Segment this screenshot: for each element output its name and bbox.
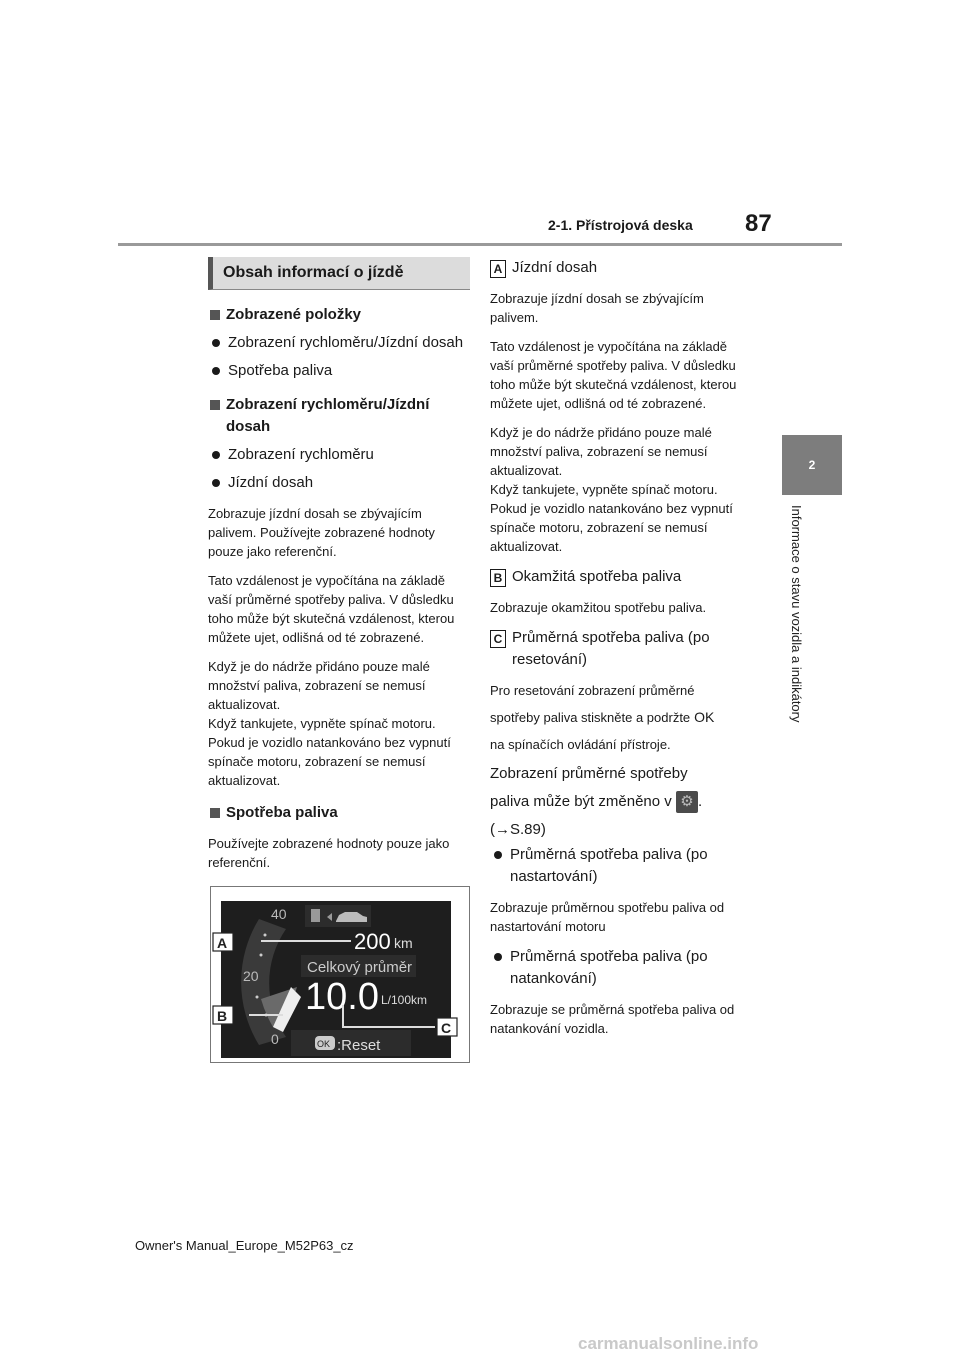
paragraph-refuel-small: Když je do nádrže přidáno pouze malé množství paliva, zobrazení se nemusí aktualizovat. xyxy=(208,659,430,712)
ok-badge-text: OK xyxy=(317,1039,331,1049)
item-b-paragraph: Zobrazuje okamžitou spotřebu paliva. xyxy=(490,600,707,615)
gauge-tick-label: 40 xyxy=(271,906,287,922)
left-column xyxy=(208,257,470,872)
paragraph-range-info: Zobrazuje jízdní dosah se zbývajícím palivem. Používejte zobrazené hodnoty pouze jako referenční. xyxy=(208,506,435,559)
mode-label: Celkový průměr xyxy=(307,959,413,976)
gauge-dot xyxy=(264,934,267,937)
paragraph-avg-since-start: Zobrazuje průměrnou spotřebu paliva od nastartování motoru xyxy=(490,900,725,934)
reset-label: :Reset xyxy=(337,1037,381,1054)
paragraph-refuel-switch: Když tankujete, vypněte spínač motoru. Pokud je vozidlo natankováno bez vypnutí spínače motoru, zobrazení se nemusí aktualizovat. xyxy=(208,716,451,788)
header-divider xyxy=(118,243,842,246)
gauge-tick-label: 0 xyxy=(271,1031,279,1047)
item-c-paragraph-3: na spínačích ovládání přístroje. xyxy=(490,737,671,752)
item-b-heading xyxy=(490,566,752,588)
bullet-fuel-consumption: Spotřeba paliva xyxy=(208,360,470,382)
bullet-avg-since-refuel: Průměrná spotřeba paliva (po natankování) xyxy=(490,946,752,990)
gauge-dot xyxy=(260,954,263,957)
label-box-a: A xyxy=(490,260,506,278)
item-c-period: . xyxy=(697,793,703,810)
settings-gear-icon: ⚙ xyxy=(676,791,698,813)
item-a-paragraph-2: Tato vzdálenost je vypočítána na základě vaší průměrné spotřeby paliva. V důsledku toho může být skutečná vzdálenost, kterou můžete ujet, odlišná od té zobrazené. xyxy=(490,339,737,411)
display-illustration xyxy=(211,887,469,1062)
range-unit: km xyxy=(394,935,413,951)
item-c-paragraph-5-text: paliva může být změněno v xyxy=(490,793,672,810)
item-c-paragraph-2-text: spotřeby paliva stiskněte a podržte xyxy=(490,710,691,725)
item-a-paragraph-1: Zobrazuje jízdní dosah se zbývajícím palivem. xyxy=(490,291,704,325)
bullet-speedometer-range: Zobrazení rychloměru/Jízdní dosah xyxy=(208,332,470,354)
fuel-pump-icon xyxy=(311,909,320,922)
item-c-paragraph-4: Zobrazení průměrné spotřeby xyxy=(490,765,688,782)
label-box-b: B xyxy=(490,569,506,587)
item-c-paragraph-2 xyxy=(490,708,752,727)
gauge-dot xyxy=(256,996,259,999)
consumption-unit: L/100km xyxy=(381,993,428,1007)
watermark: carmanualsonline.info xyxy=(578,1334,759,1353)
item-a-heading xyxy=(490,257,752,279)
gauge-tick-label: 20 xyxy=(243,968,259,984)
paragraph-range-calculation: Tato vzdálenost je vypočítána na základě vaší průměrné spotřeby paliva. V důsledku toho může být skutečná vzdálenost, kterou můžete ujet, odlišná od té zobrazené. xyxy=(208,573,455,645)
paragraph-fuel-reference: Používejte zobrazené hodnoty pouze jako referenční. xyxy=(208,836,450,870)
chapter-title-vertical: Informace o stavu vozidla a indikátory xyxy=(789,505,804,723)
bullet-speedometer: Zobrazení rychloměru xyxy=(208,444,470,466)
label-box-c: C xyxy=(490,630,506,648)
paragraph-avg-since-refuel: Zobrazuje se průměrná spotřeba paliva od natankování vozidla. xyxy=(490,1002,735,1036)
item-a-paragraph-4: Když tankujete, vypněte spínač motoru. Pokud je vozidlo natankováno bez vypnutí spínače motoru, zobrazení se nemusí aktualizovat. xyxy=(490,482,733,554)
item-c-paragraph-1: Pro resetování zobrazení průměrné xyxy=(490,683,695,698)
item-c-heading xyxy=(490,627,752,671)
item-a-paragraph-3: Když je do nádrže přidáno pouze malé množství paliva, zobrazení se nemusí aktualizovat. xyxy=(490,425,712,478)
bullet-avg-since-start: Průměrná spotřeba paliva (po nastartování) xyxy=(490,844,752,888)
callout-label-b: B xyxy=(217,1008,228,1024)
callout-label-a: A xyxy=(217,935,228,951)
footer-text: Owner's Manual_Europe_M52P63_cz xyxy=(135,1238,354,1253)
chapter-tab: 2 xyxy=(782,435,842,495)
page-number: 87 xyxy=(745,210,772,237)
header-section-title: 2-1. Přístrojová deska xyxy=(548,217,693,233)
item-b-title: Okamžitá spotřeba paliva xyxy=(512,568,682,585)
ok-button-mark: OK xyxy=(694,709,715,725)
item-c-paragraph-5 xyxy=(490,790,752,814)
bullet-driving-range: Jízdní dosah xyxy=(208,472,470,494)
item-c-title: Průměrná spotřeba paliva (po resetování) xyxy=(512,629,710,668)
subheading-fuel-consumption: Spotřeba paliva xyxy=(208,802,470,824)
consumption-value: 10.0 xyxy=(305,976,379,1018)
range-value: 200 xyxy=(354,929,391,954)
subheading-displayed-items: Zobrazené položky xyxy=(208,304,470,326)
subheading-speedometer-range: Zobrazení rychloměru/Jízdní dosah xyxy=(208,394,470,438)
callout-label-c: C xyxy=(441,1020,452,1036)
item-c-reference: (→S.89) xyxy=(490,821,546,838)
item-a-title: Jízdní dosah xyxy=(512,259,598,276)
section-title: Obsah informací o jízdě xyxy=(208,257,470,290)
right-column xyxy=(490,257,752,1038)
instrument-display-figure xyxy=(210,886,470,1063)
